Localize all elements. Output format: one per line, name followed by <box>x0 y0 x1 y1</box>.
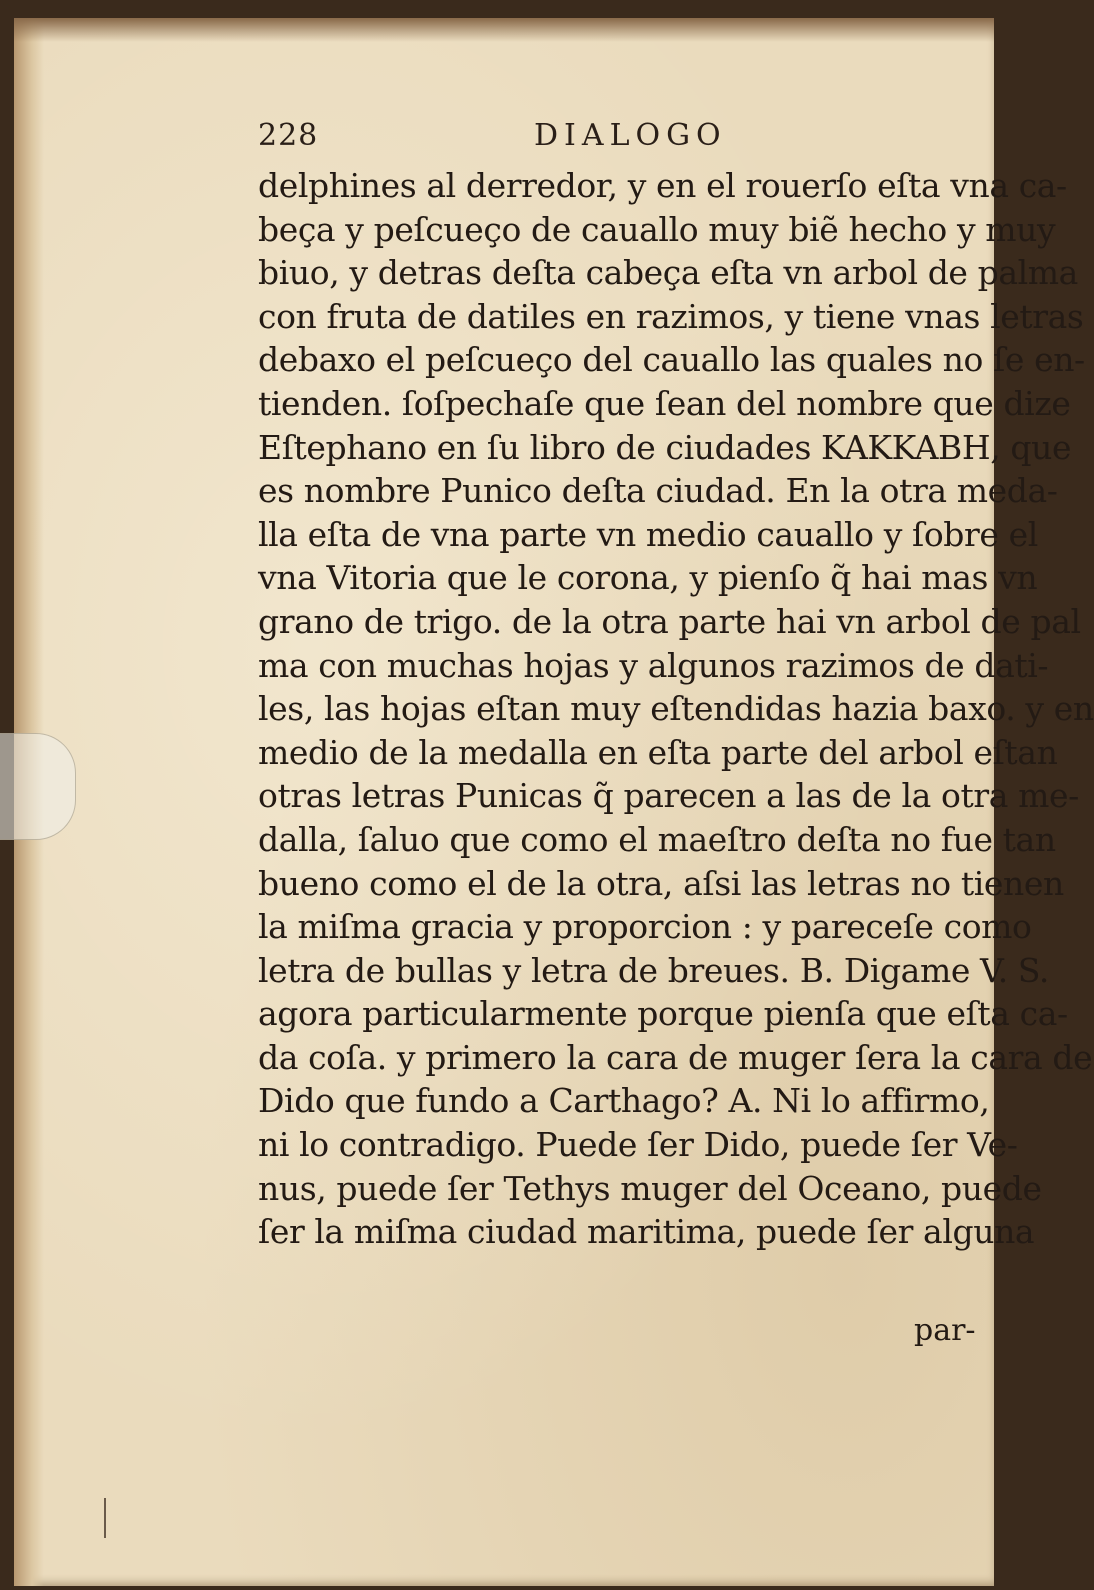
text-line: delphines al derredor, y en el rouerſo eſta vna ca- <box>258 166 1067 205</box>
book-page <box>14 18 1094 1586</box>
text-line: letra de bullas y letra de breues. B. Digame V. S. <box>258 950 1050 990</box>
page-number: 228 <box>258 118 319 153</box>
body-text <box>258 164 1094 1254</box>
catchword: par- <box>914 1313 976 1348</box>
text-line: les, las hojas eſtan muy eſtendidas hazia baxo. y en <box>258 689 1094 729</box>
text-line: es nombre Punico deſta ciudad. En la otra meda- <box>258 471 1058 511</box>
text-line: tienden. ſoſpechaſe que ſean del nombre que dize <box>258 383 1071 423</box>
text-line: vna Vitoria que le corona, y pienſo q̃ hai mas vn <box>258 558 1038 598</box>
page-top-edge <box>14 18 994 42</box>
text-line: Dido que fundo a Carthago? A. Ni lo affirmo, <box>258 1081 990 1121</box>
text-line: con fruta de datiles en razimos, y tiene vnas letras <box>258 296 1084 336</box>
text-line: beça y peſcueço de cauallo muy biẽ hecho y muy <box>258 209 1056 249</box>
text-line: otras letras Punicas q̃ parecen a las de la otra me- <box>258 776 1079 816</box>
text-line: medio de la medalla en eſta parte del arbol eſtan <box>258 732 1058 772</box>
page-header <box>258 118 958 158</box>
text-line: da coſa. y primero la cara de muger ſera la cara de <box>258 1037 1093 1077</box>
text-line: ſer la miſma ciudad maritima, puede ſer alguna <box>258 1212 1035 1252</box>
text-line: agora particularmente porque pienſa que eſta ca- <box>258 994 1068 1034</box>
text-line: lla eſta de vna parte vn medio cauallo y ſobre el <box>258 514 1038 554</box>
text-line: nus, puede ſer Tethys muger del Oceano, puede <box>258 1168 1042 1208</box>
page-clip <box>0 733 76 840</box>
text-line: Eſtephano en ſu libro de ciudades KAKKABH, que <box>258 427 1072 467</box>
text-line: debaxo el peſcueço del cauallo las quales no ſe en- <box>258 340 1085 380</box>
text-line: bueno como el de la otra, aſsi las letras no tienen <box>258 863 1064 903</box>
text-line: la miſma gracia y proporcion : y pareceſe como <box>258 907 1032 947</box>
text-line: dalla, ſaluo que como el maeſtro deſta no fue tan <box>258 819 1056 859</box>
running-head: DIALOGO <box>534 118 727 153</box>
text-line: ma con muchas hojas y algunos razimos de dati- <box>258 645 1049 685</box>
margin-mark <box>104 1498 106 1538</box>
text-line: biuo, y detras deſta cabeça eſta vn arbol de palma <box>258 253 1078 293</box>
text-line: ni lo contradigo. Puede ſer Dido, puede ſer Ve- <box>258 1125 1018 1165</box>
text-line: grano de trigo. de la otra parte hai vn arbol de pal <box>258 601 1081 641</box>
